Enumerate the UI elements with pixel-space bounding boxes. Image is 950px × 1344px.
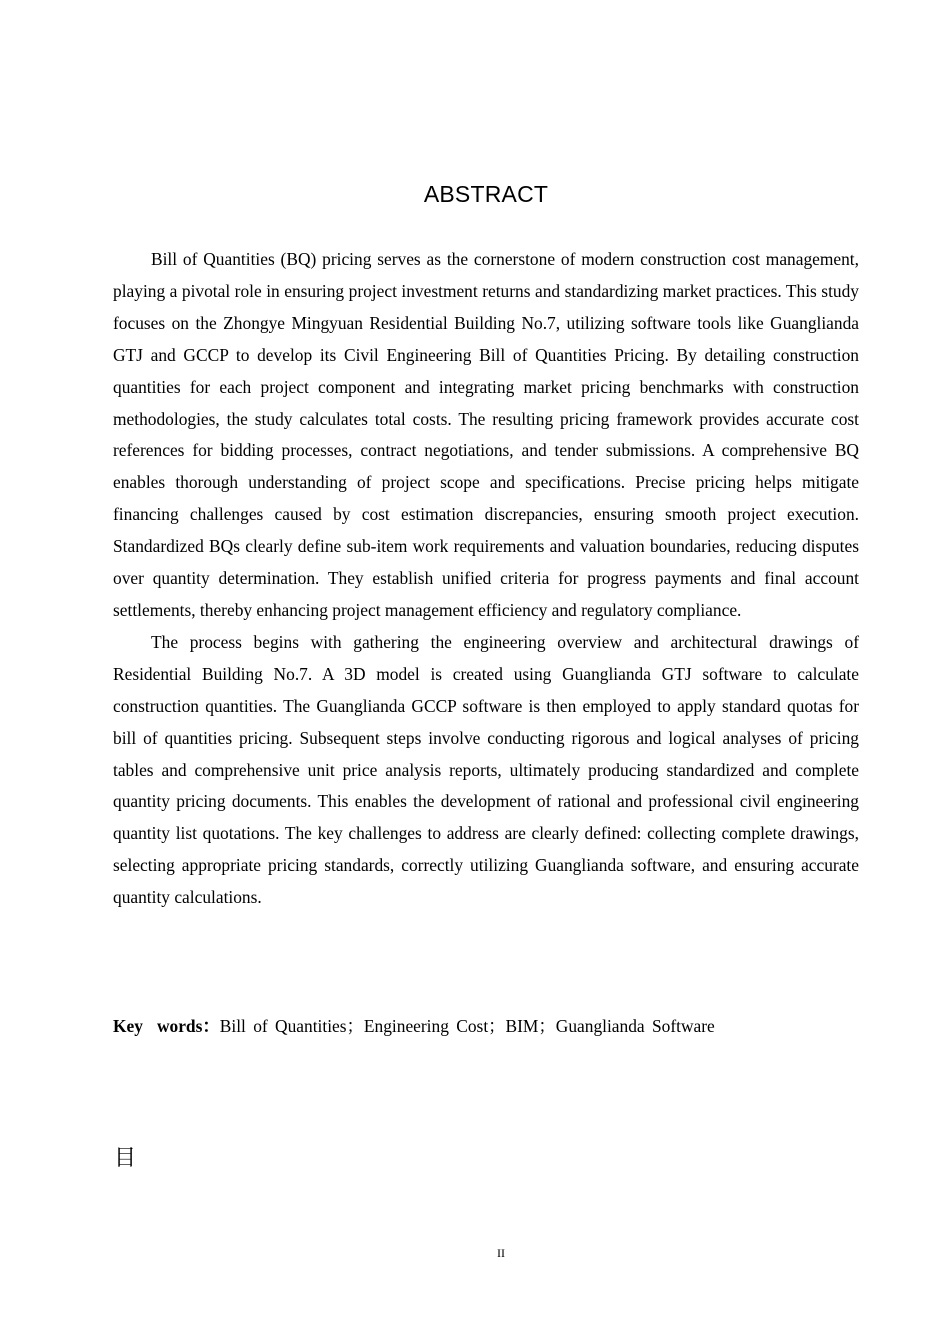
- toc-heading-fragment: 目: [114, 1146, 137, 1171]
- keywords-label-words: words：: [156, 1016, 220, 1036]
- keywords-line: [113, 1010, 859, 1042]
- keywords-label-key: Key: [113, 1016, 143, 1036]
- abstract-body: [113, 244, 859, 914]
- abstract-title: ABSTRACT: [423, 181, 549, 207]
- keywords-label: [113, 1016, 220, 1036]
- abstract-paragraph-2: The process begins with gathering the engineering overview and architectural drawings of Residential Building No.7. A 3D model is created using Guanglianda GTJ software to calculate construction quantities. The Guanglianda GCCP software is then employed to apply standard quotas for bill of quantities pricing. Subsequent steps involve conducting rigorous and logical analyses of pricing tables and comprehensive unit price analysis reports, ultimately producing standardized and complete quantity pricing documents. This enables the development of rational and professional civil engineering quantity list quotations. The key challenges to address are clearly defined: collecting complete drawings, selecting appropriate pricing standards, correctly utilizing Guanglianda software, and ensuring accurate quantity calculations.: [113, 631, 859, 908]
- abstract-paragraph-1: Bill of Quantities (BQ) pricing serves as the cornerstone of modern construction cost management, playing a pivotal role in ensuring project investment returns and standardizing market practices. This study focuses on the Zhongye Mingyuan Residential Building No.7, utilizing software tools like Guanglianda GTJ and GCCP to develop its Civil Engineering Bill of Quantities Pricing. By detailing construction quantities for each project component and integrating market pricing benchmarks with construction methodologies, the study calculates total costs. The resulting pricing framework provides accurate cost references for bidding processes, contract negotiations, and tender submissions. A comprehensive BQ enables thorough understanding of project scope and specifications. Precise pricing helps mitigate financing challenges caused by cost estimation discrepancies, ensuring smooth project execution. Standardized BQs clearly define sub-item work requirements and valuation boundaries, reducing disputes over quantity determination. They establish unified criteria for progress payments and final account settlements, thereby enhancing project management efficiency and regulatory compliance.: [113, 249, 859, 620]
- page-number: II: [497, 1246, 505, 1260]
- keywords-list: Bill of Quantities；Engineering Cost；BIM；Guanglianda Software: [219, 1016, 715, 1036]
